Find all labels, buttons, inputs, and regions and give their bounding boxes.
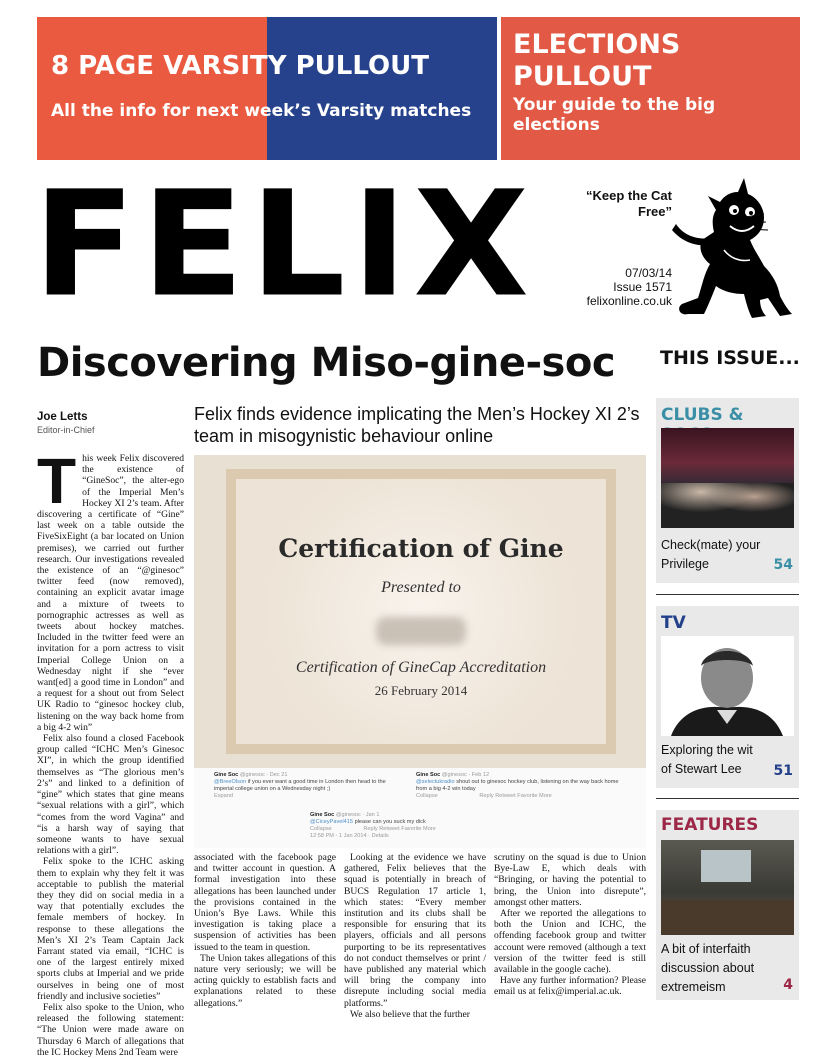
certificate-title: Certification of Gine xyxy=(278,534,564,563)
tweet-screenshots xyxy=(194,768,646,848)
issue-number: Issue 1571 xyxy=(613,280,672,294)
headline: Discovering Miso-gine-soc xyxy=(37,340,616,386)
section-label: CLUBS & xyxy=(661,405,744,425)
divider xyxy=(656,594,799,595)
clubs-photo xyxy=(661,428,794,528)
blurred-name xyxy=(376,617,466,645)
paragraph: Felix spoke to the ICHC asking them to explain why they felt it was acceptable to publish the material they they did on social media in a way that potentially excludes the female members of hockey. In response to these allegations the Men’s XI 2’s Team Captain Jack Farrant stated via email, “ICHC is one of the largest entirely mixed sports clubs at Imperial and we pride ourselves in being one of most friendly and inclusive societies” xyxy=(37,856,184,1002)
section-teaser: Exploring the wit of Stewart Lee xyxy=(661,743,753,776)
author-role: Editor-in-Chief xyxy=(37,425,95,435)
sidebar-clubs-socs[interactable] xyxy=(656,398,799,583)
author-name: Joe Letts xyxy=(37,411,88,423)
certificate-frame xyxy=(226,469,616,754)
tweet: Gine Soc @ginesoc · Jan 1 @CiceyPavel415 please can you suck my dick Collapse Reply Retweet Favorite More 12:58 PM - 1 Jan 2014 · Details xyxy=(310,812,436,839)
varsity-subtitle: All the info for next week’s Varsity matches xyxy=(51,101,472,121)
this-issue-heading: THIS ISSUE... xyxy=(660,347,800,369)
paragraph: scrutiny on the squad is due to Union Bye-Law E, which deals with “Bringing, or having the potential to bring, the Union into disrepute”, amongst other matters. xyxy=(494,852,646,908)
cat-mascot-icon xyxy=(668,166,798,326)
paragraph: associated with the facebook page and twitter account in question. A formal investigation into these allegations has been launched under the provisions contained in the Union’s Bye Laws. While this investigation is taking place a suspension of activities has been issued to the team in question. xyxy=(194,852,336,953)
article-column-1 xyxy=(37,445,184,1058)
elections-pullout-banner[interactable] xyxy=(501,17,800,160)
section-label: FEATURES xyxy=(661,815,759,835)
masthead-logo: FELIX xyxy=(33,160,535,330)
varsity-title: 8 PAGE VARSITY PULLOUT xyxy=(51,51,429,81)
paragraph: This week Felix discovered the existence of “GineSoc”, the alter-ego of the Imperial Men’s Hockey XI 2’s team. After discovering a certificate of “Gine” last week on a table outside the FiveSixEight (a bar located on Union premises), we carried out further research. Our investigations revealed the existence of an “@ginesoc” twitter feed (now removed), containing an explicit avatar image and a mixture of tweets to pornographic actresses as well as tweets about hockey matches. Included in the twitter feed were an invitation for a porn actress to visit Imperial College Union on a Wednesday night if she “ever want[ed] a good time in London” and a request for a shout out from Select UK Radio to “ginesoc hockey club, listening on the way back home from a big 4-2 win” xyxy=(37,445,184,733)
certificate-date: 26 February 2014 xyxy=(374,683,468,698)
divider xyxy=(656,798,799,799)
paragraph: After we reported the allegations to both the Union and ICHC, the offending facebook group and twitter account were removed (although a text version of the twitter feed is still available in the google cache). xyxy=(494,908,646,976)
varsity-pullout-banner[interactable] xyxy=(37,17,497,160)
paragraph: We also believe that the further xyxy=(350,1008,470,1020)
issue-date: 07/03/14 xyxy=(625,266,672,280)
section-teaser: Check(mate) your Privilege xyxy=(661,538,761,571)
article-column-4 xyxy=(494,852,646,998)
site-link[interactable]: felixonline.co.uk xyxy=(586,294,672,308)
tv-photo xyxy=(661,636,794,736)
page-number: 4 xyxy=(783,977,793,993)
article-column-2 xyxy=(194,852,336,1009)
certificate-presented: Presented to xyxy=(381,579,461,596)
page-number: 54 xyxy=(773,557,793,573)
certificate-image xyxy=(194,455,646,768)
section-label: TV xyxy=(661,613,686,633)
paragraph: The Union takes allegations of this nature very seriously; we will be acting quickly to establish facts and explanations related to these allegations.” xyxy=(194,952,336,1009)
certificate-accreditation: Certification of GineCap Accreditation xyxy=(295,659,547,676)
sidebar-features[interactable] xyxy=(656,810,799,1000)
paragraph: Felix also spoke to the Union, who released the following statement: “The Union were made aware on Thursday 6 March of allegations that the IC Hockey Mens 2nd Team were xyxy=(37,1001,184,1058)
subheading: Felix finds evidence implicating the Men’s Hockey XI 2’s team in misogynistic behaviour online xyxy=(194,404,640,446)
sidebar-tv[interactable] xyxy=(656,606,799,788)
slogan: “Keep the Cat Free” xyxy=(586,188,672,219)
elections-title: ELECTIONS PULLOUT xyxy=(513,29,681,92)
tweet: Gine Soc @ginesoc · Dec 21 @BreeOlson if you ever want a good time in London then head to the imperial college union on a Wednesday night ;) Expand xyxy=(214,772,386,799)
section-teaser: A bit of interfaith discussion about extremeism xyxy=(661,942,755,994)
paragraph: Have any further information? Please email us at felix@imperial.ac.uk. xyxy=(494,975,646,998)
article-column-3 xyxy=(344,852,486,1020)
tweet: Gine Soc @ginesoc · Feb 12 @selectukradio shout out to ginesoc hockey club, listening on the way back home from a big 4-2 win today Collapse Reply Retweet Favorite More xyxy=(416,772,619,799)
features-photo xyxy=(661,840,794,935)
issue-info xyxy=(540,266,672,308)
drop-cap: T xyxy=(37,445,77,517)
page-number: 51 xyxy=(773,763,793,779)
paragraph: Felix also found a closed Facebook group called “ICHC Men’s Ginesoc XI”, in which the group identified themselves as “The glorious men’s 2’s” and linked to a definition of “gine” which states that gine means “sexual relations with a girl”, which “comes from the word Vagina” and “is a harsh way of saying that someone wants to have sexual relations with a girl”. xyxy=(37,733,184,857)
paragraph: Looking at the evidence we have gathered, Felix believes that the squad is potentially in breach of BUCS Regulation 17 article 1, which states: “Every member institution and its clubs shall be responsible for ensuring that its players, officials and all persons purporting to be its representatives do not conduct themselves or print / have published any material which will bring the company into disrepute including social media platforms.” xyxy=(344,852,486,1009)
elections-subtitle: Your guide to the big elections xyxy=(513,95,716,135)
